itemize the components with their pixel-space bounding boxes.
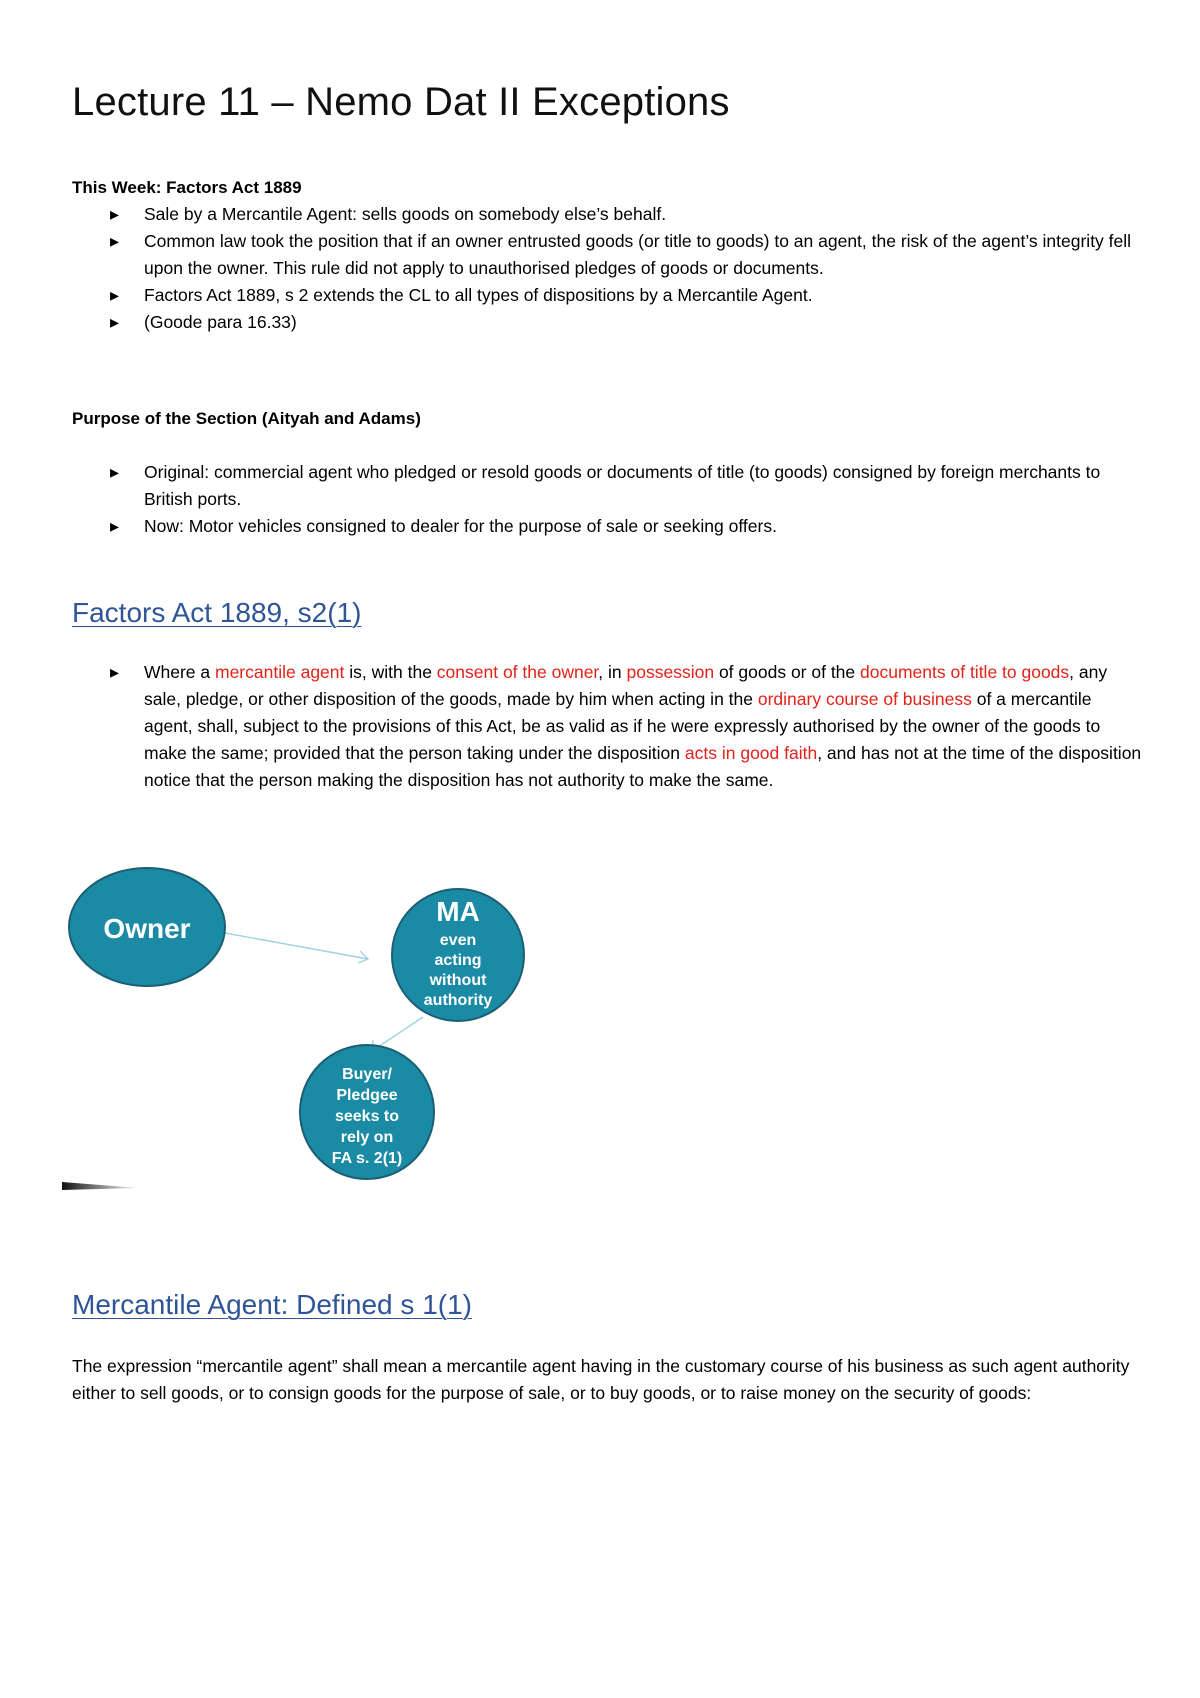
buyer-line: seeks to [334, 1108, 400, 1125]
this-week-heading: This Week: Factors Act 1889 [72, 178, 302, 197]
highlight-documents-of-title: documents of title to goods [860, 662, 1070, 682]
list-item: ▸ Common law took the position that if an owner entrusted goods (or title to goods) to an agent, the risk of the agent’s integrity fell upon the owner. This rule did not apply to unauthorised pledges of goods or documents. [72, 228, 1142, 282]
highlight-consent-of-owner: consent of the owner [436, 662, 599, 682]
text-segment: is, with the [344, 662, 437, 682]
highlight-good-faith: acts in good faith [684, 743, 818, 763]
diagram [0, 860, 600, 1190]
ma-title: MA [436, 896, 480, 927]
owner-label: Owner [103, 913, 191, 944]
ma-line: without [429, 972, 487, 989]
buyer-line: Pledgee [336, 1087, 398, 1104]
list-item: ▸ Original: commercial agent who pledged or resold goods or documents of title (to goods) consigned by foreign merchants to British ports. [72, 459, 1142, 513]
slide-shadow [62, 1182, 140, 1190]
ma-line: acting [434, 952, 482, 969]
text-segment: of goods or of the [714, 662, 861, 682]
text-segment: Where a [144, 662, 215, 682]
factors-act-text [72, 659, 1142, 794]
page-title: Lecture 11 – Nemo Dat II Exceptions [72, 80, 730, 124]
mercantile-agent-heading[interactable]: Mercantile Agent: Defined s 1(1) [72, 1289, 472, 1320]
highlight-ordinary-course: ordinary course of business [757, 689, 972, 709]
this-week-list [72, 201, 1142, 336]
buyer-line: Buyer/ [342, 1066, 392, 1083]
highlight-mercantile-agent: mercantile agent [215, 662, 345, 682]
factors-act-heading[interactable]: Factors Act 1889, s2(1) [72, 597, 362, 628]
purpose-heading: Purpose of the Section (Aityah and Adams) [72, 409, 421, 428]
list-item: ▸ Sale by a Mercantile Agent: sells goods on somebody else’s behalf. [72, 201, 1142, 228]
highlight-possession: possession [626, 662, 715, 682]
text-segment: of a mercantile agent, shall, subject to the provisions of this Act, be as valid as if he were expressly authorised by the owner of the goods to make the same; provided that the person taking under the disposition [144, 689, 1101, 763]
purpose-list [72, 459, 1142, 540]
mercantile-agent-definition: The expression “mercantile agent” shall mean a mercantile agent having in the customary course of his business as such agent authority either to sell goods, or to consign goods for the purpose of sale, or to buy goods, or to raise money on the security of goods: [72, 1356, 1130, 1403]
list-item: ▸ Now: Motor vehicles consigned to dealer for the purpose of sale or seeking offers. [72, 513, 1142, 540]
ma-line: authority [423, 992, 493, 1009]
text-segment: , and has not at the time of the disposition notice that the person making the disposition has not authority to make the same. [144, 743, 1142, 790]
list-item: ▸ (Goode para 16.33) [72, 309, 1142, 336]
arrow-owner-to-ma [225, 933, 368, 959]
text-segment: , any sale, pledge, or other disposition of the goods, made by him when acting in the [144, 662, 1108, 709]
list-item: ▸ Factors Act 1889, s 2 extends the CL to all types of dispositions by a Mercantile Agent. [72, 282, 1142, 309]
ma-line: even [439, 932, 477, 949]
text-segment: , in [598, 662, 627, 682]
factors-act-list [72, 659, 1142, 794]
buyer-line: rely on [340, 1129, 394, 1146]
buyer-line: FA s. 2(1) [331, 1150, 403, 1167]
